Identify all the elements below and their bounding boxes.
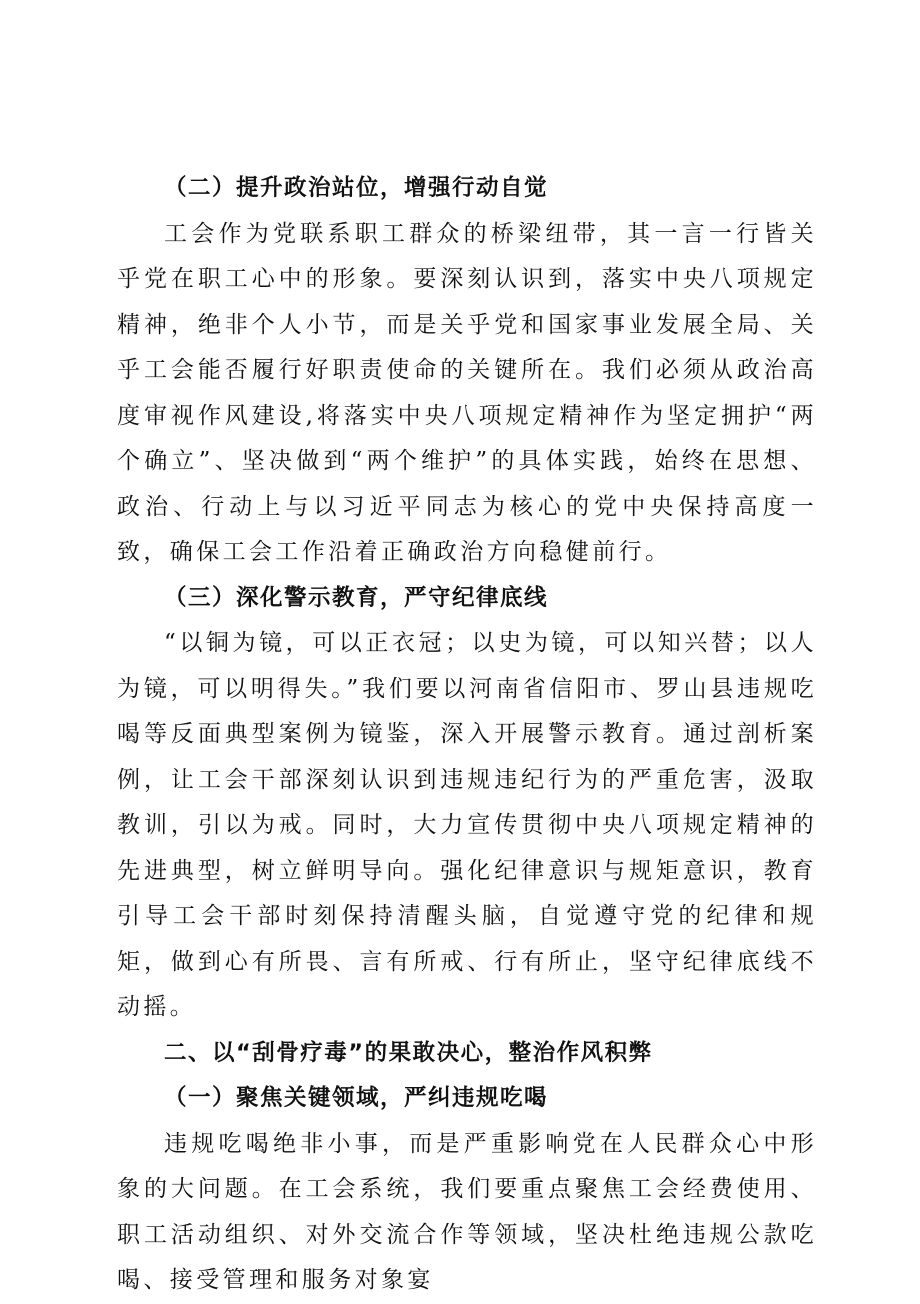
section-paragraph-3: “以铜为镜，可以正衣冠；以史为镜，可以知兴替；以人为镜，可以明得失。”我们要以河南省信阳市、罗山县违规吃喝等反面典型案例为镜鉴，深入开展警示教育。通过剖析案例，让工会干部深刻认识到违规违纪行为的严重危害，汲取教训，引以为戒。同时，大力宣传贯彻中央八项规定精神的先进典型，树立鲜明导向。强化纪律意识与规矩意识，教育引导工会干部时刻保持清醒头脑，自觉遵守党的纪律和规矩，做到心有所畏、言有所戒、行有所止，坚守纪律底线不动摇。 bbox=[117, 630, 817, 1020]
subsection-heading-1: （一）聚焦关键领域，严纠违规吃喝 bbox=[164, 1085, 549, 1111]
part-heading-2: 二、以“刮骨疗毒”的果敢决心，整治作风积弊 bbox=[164, 1039, 653, 1066]
subsection-paragraph-1: 违规吃喝绝非小事，而是严重影响党在人民群众心中形象的大问题。在工会系统，我们要重点聚焦工会经费使用、职工活动组织、对外交流合作等领域，坚决杜绝违规公款吃喝、接受管理和服务对象宴 bbox=[117, 1130, 817, 1293]
document-body bbox=[117, 166, 817, 1304]
section-heading-2: （二）提升政治站位，增强行动自觉 bbox=[164, 175, 549, 201]
section-heading-3: （三）深化警示教育，严守纪律底线 bbox=[164, 584, 549, 611]
section-paragraph-2: 工会作为党联系职工群众的桥梁纽带，其一言一行皆关乎党在职工心中的形象。要深刻认识到，落实中央八项规定精神，绝非个人小节，而是关乎党和国家事业发展全局、关乎工会能否履行好职责使命的关键所在。我们必须从政治高度审视作风建设,将落实中央八项规定精神作为坚定拥护“两个确立”、坚决做到“两个维护”的具体实践，始终在思想、政治、行动上与以习近平同志为核心的党中央保持高度一致，确保工会工作沿着正确政治方向稳健前行。 bbox=[117, 220, 817, 565]
